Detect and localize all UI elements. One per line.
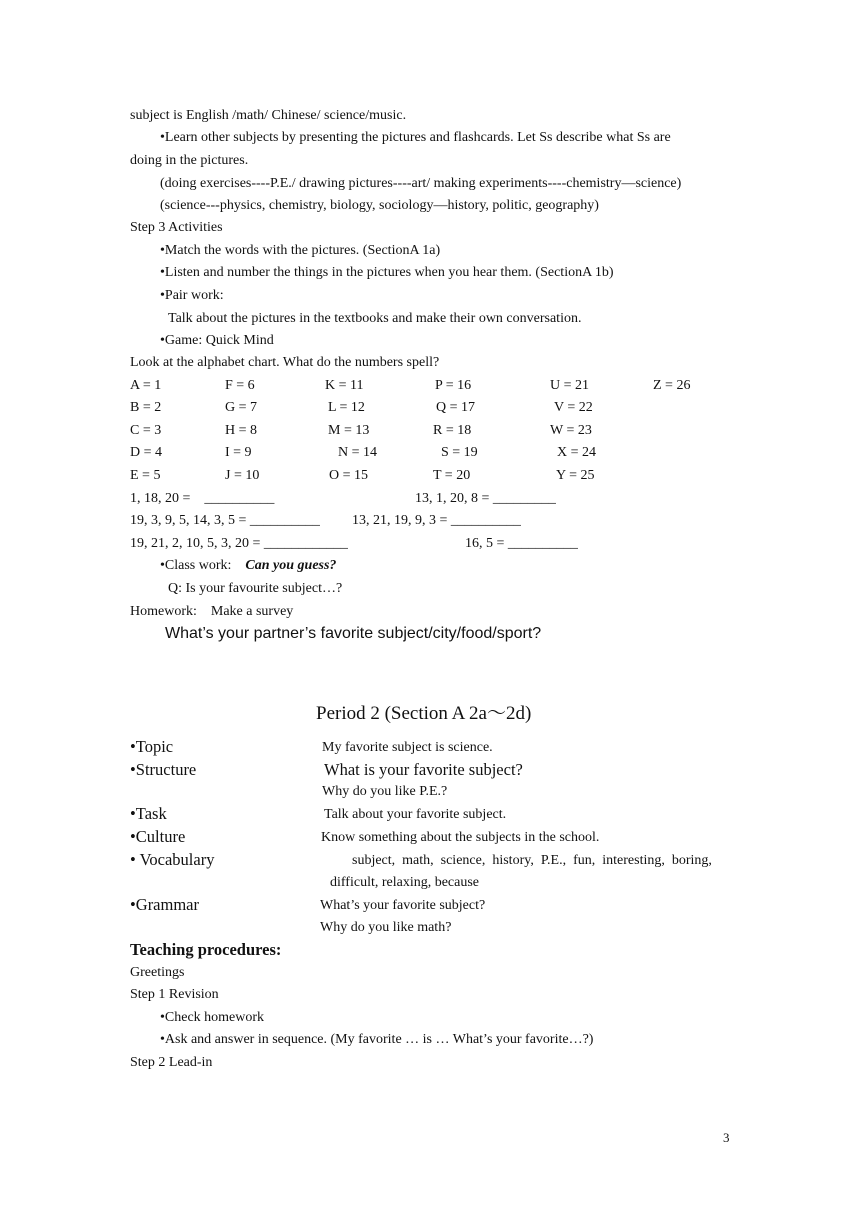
bullet-line: •Game: Quick Mind: [160, 333, 274, 348]
step-heading: Step 2 Lead-in: [130, 1055, 213, 1070]
topic-value: My favorite subject is science.: [322, 740, 493, 755]
bullet-line: •Learn other subjects by presenting the pictures and flashcards. Let Ss describe what Ss are: [160, 130, 671, 145]
text-line: subject is English /math/ Chinese/ science/music.: [130, 108, 407, 123]
alphabet-cell: E = 5: [130, 468, 161, 483]
bullet-line: •Match the words with the pictures. (SectionA 1a): [160, 243, 441, 258]
vocabulary-value: subject, math, science, history, P.E., fun, interesting, boring,: [352, 853, 712, 868]
alphabet-cell: T = 20: [433, 468, 471, 483]
topic-label: •Topic: [130, 737, 174, 756]
page-number: 3: [723, 1130, 730, 1145]
alphabet-cell: R = 18: [433, 423, 472, 438]
homework-line: Homework: Make a survey: [130, 604, 294, 619]
alphabet-cell: G = 7: [225, 400, 258, 415]
survey-line: What’s your partner’s favorite subject/city/food/sport?: [165, 625, 542, 642]
bullet-line: •Listen and number the things in the pictures when you hear them. (SectionA 1b): [160, 265, 614, 280]
alphabet-cell: I = 9: [225, 445, 252, 460]
text-line: Greetings: [130, 965, 185, 980]
puzzle-line: 1, 18, 20 = __________: [130, 491, 275, 506]
alphabet-cell: Q = 17: [436, 400, 476, 415]
vocabulary-label: • Vocabulary: [130, 850, 215, 869]
alphabet-cell: K = 11: [325, 378, 364, 393]
puzzle-line: 13, 1, 20, 8 = _________: [415, 491, 556, 506]
puzzle-line: 19, 21, 2, 10, 5, 3, 20 = ____________: [130, 536, 348, 551]
alphabet-cell: U = 21: [550, 378, 590, 393]
alphabet-cell: P = 16: [435, 378, 472, 393]
alphabet-cell: J = 10: [225, 468, 260, 483]
alphabet-cell: A = 1: [130, 378, 162, 393]
text-line: Look at the alphabet chart. What do the numbers spell?: [130, 355, 440, 370]
alphabet-cell: M = 13: [328, 423, 370, 438]
puzzle-line: 19, 3, 9, 5, 14, 3, 5 = __________: [130, 513, 320, 528]
alphabet-cell: V = 22: [554, 400, 593, 415]
classwork-prefix: •Class work:: [160, 558, 232, 573]
step-heading: Step 3 Activities: [130, 220, 223, 235]
culture-value: Know something about the subjects in the school.: [321, 830, 600, 845]
bullet-line: •Pair work:: [160, 288, 224, 303]
structure-value-2: Why do you like P.E.?: [322, 784, 448, 799]
grammar-label: •Grammar: [130, 895, 199, 914]
culture-label: •Culture: [130, 827, 186, 846]
alphabet-cell: W = 23: [550, 423, 592, 438]
section-title: Period 2 (Section A 2a～2d): [316, 703, 532, 724]
task-value: Talk about your favorite subject.: [324, 807, 507, 822]
alphabet-cell: D = 4: [130, 445, 163, 460]
puzzle-line: 16, 5 = __________: [465, 536, 578, 551]
puzzle-line: 13, 21, 19, 9, 3 = __________: [352, 513, 521, 528]
alphabet-cell: O = 15: [329, 468, 369, 483]
alphabet-cell: X = 24: [557, 445, 597, 460]
classwork-line: [160, 559, 336, 573]
alphabet-cell: S = 19: [441, 445, 478, 460]
grammar-value-2: Why do you like math?: [320, 920, 452, 935]
text-line: (doing exercises----P.E./ drawing pictures----art/ making experiments----chemistry—science): [160, 176, 682, 191]
procedures-heading: Teaching procedures:: [130, 940, 282, 959]
alphabet-cell: N = 14: [338, 445, 378, 460]
text-line: (science---physics, chemistry, biology, sociology—history, politic, geography): [160, 198, 599, 213]
text-line: Talk about the pictures in the textbooks and make their own conversation.: [168, 311, 582, 326]
classwork-emphasis: Can you guess?: [245, 558, 337, 573]
step-heading: Step 1 Revision: [130, 987, 219, 1002]
bullet-line: •Check homework: [160, 1010, 265, 1025]
question-line: Q: Is your favourite subject…?: [168, 581, 343, 596]
structure-label: •Structure: [130, 760, 197, 779]
vocabulary-value-2: difficult, relaxing, because: [330, 875, 480, 890]
text-line: doing in the pictures.: [130, 153, 249, 168]
alphabet-cell: C = 3: [130, 423, 162, 438]
task-label: •Task: [130, 804, 167, 823]
alphabet-cell: Z = 26: [653, 378, 691, 393]
bullet-line: •Ask and answer in sequence. (My favorite … is … What’s your favorite…?): [160, 1032, 594, 1047]
alphabet-cell: H = 8: [225, 423, 258, 438]
structure-value: What is your favorite subject?: [324, 760, 523, 779]
grammar-value: What’s your favorite subject?: [320, 898, 486, 913]
alphabet-cell: B = 2: [130, 400, 162, 415]
alphabet-cell: L = 12: [328, 400, 365, 415]
alphabet-cell: F = 6: [225, 378, 255, 393]
alphabet-cell: Y = 25: [556, 468, 595, 483]
